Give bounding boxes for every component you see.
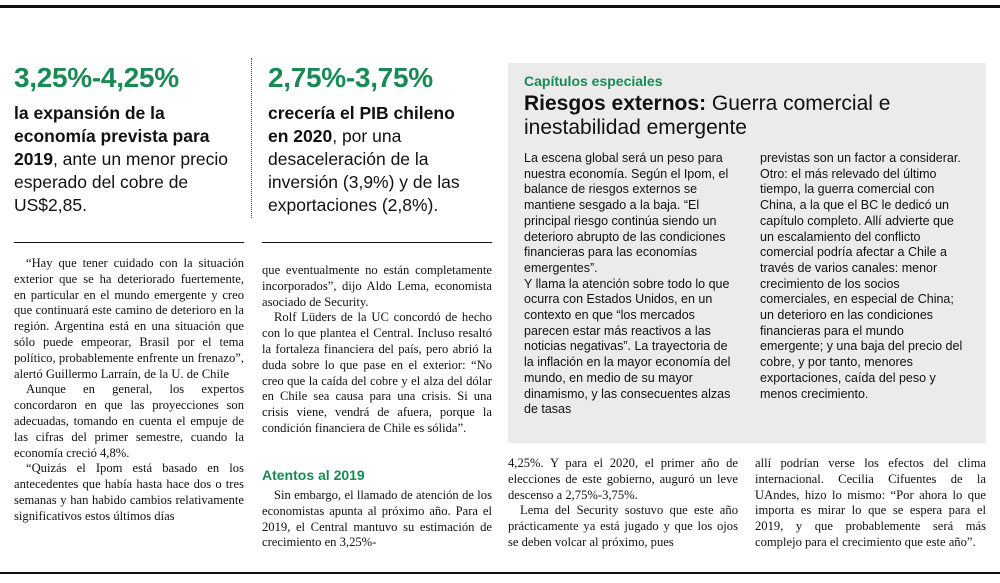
article-col2-p1: que eventualmente no están completamente incorporados”, dijo Aldo Lema, economista asociado de Security. [262,263,492,309]
article-col2 [262,263,492,437]
stat1-caption [14,102,244,217]
sidebar-col2 [760,151,970,402]
stat-divider [251,58,252,218]
sidebar-col2-p1: previstas son un factor a considerar. Otro: el más relevado del último tiempo, la guerra comercial con China, a la que el BC le dedicó un capítulo completo. Allí advierte que un escalamiento del conflicto comercial podría afectar a Chile a través de varios canales: menor crecimiento de los socios comerciales, en especial de China; un deterioro en las condiciones financieras para el mundo emergente; y una baja del precio del cobre, y por tanto, menores exportaciones, caída del peso y menos crecimiento. [760,151,963,401]
article-col4-p1: allí podrían verse los efectos del clima internacional. Cecilia Cifuentes de la UAndes, hizo lo mismo: “Por ahora lo que importa es mirar lo que se espera para el 2019, y que probablemente será más complejo para el crecimiento que este año”. [755,456,986,549]
bottom-rule [0,572,1000,574]
sidebar-col1-p1: La escena global será un peso para nuestra economía. Según el Ipom, el balance de riesgos externos se mantiene sesgado a la baja. “El principal riesgo continúa siendo un deterioro abrupto de las condiciones financieras para las economías emergentes”. [524,151,729,275]
sidebar-headline-rest: Guerra comercial e inestabilidad emergente [524,92,891,139]
article-col3-p1: 4,25%. Y para el 2020, el primer año de elecciones de este gobierno, auguró un leve descenso a 2,75%-3,75%. [508,456,738,502]
article-col2-p2: Rolf Lüders de la UC concordó de hecho con lo que plantea el Central. Incluso resaltó la fortaleza financiera del país, pero abrió la duda sobre lo que pase en el exterior: “No creo que la caída del cobre y el alza del dólar en Chile sea causa para una crisis. Si una crisis viene, vendrá de afuera, porque la condición financiera de Chile es sólida”. [262,310,492,435]
article-col1-p2: Aunque en general, los expertos concordaron en que las proyecciones son adecuadas, tomando en cuenta el empuje de las cifras del primer semestre, cuando la economía creció 4,8%. [14,382,244,460]
sidebar-headline [524,92,924,140]
article-col2-p3: Sin embargo, el llamado de atención de los economistas apunta al próximo año. Para el 2019, el Central mantuvo su estimación de crecimiento en 3,25%- [262,488,492,550]
article-col1 [14,256,244,525]
article-col4 [755,456,986,551]
article-col1-p1: “Hay que tener cuidado con la situación exterior que se ha deteriorado fuertemente, en particular en el mundo emergente y creo que continuará este camino de deterioro en la región. Argentina está en una situación que sólo puede empeorar, Brasil por el tema político, probablemente enfrente un frenazo”, alertó Guillermo Larraín, de la U. de Chile [14,256,244,381]
stat1-range: 3,25%-4,25% [14,62,179,93]
sidebar-col1 [524,151,734,418]
stat2-caption [268,102,478,217]
sidebar-kicker: Capítulos especiales [524,73,663,89]
article-subhead: Atentos al 2019 [262,467,365,483]
sidebar-col1-p2: Y llama la atención sobre todo lo que ocurra con Estados Unidos, en un contexto en que “los mercados parecen estar más reactivos a las noticias negativas”. La trayectoria de la inflación en la mayor economía del mundo, en medio de su mayor dinamismo, y las consecuentes alzas de tasas [524,276,731,417]
article-col2-bottom [262,488,492,551]
article-col3-p2: Lema del Security sostuvo que este año prácticamente ya está jugado y que los ojos se deben volcar al próximo, pues [508,503,738,549]
article-top-rule-left [14,242,244,243]
stat2-text: , por una desaceleración de la inversión (3,9%) y de las exportaciones (2,8%). [268,126,460,215]
article-top-rule-mid [262,242,492,243]
stat2-range: 2,75%-3,75% [268,62,433,93]
article-col3 [508,456,738,551]
top-rule [0,5,1000,8]
sidebar-headline-bold: Riesgos externos: [524,92,707,115]
stat1-text: , ante un menor precio esperado del cobre de US$2,85. [14,149,229,215]
stat2-bold-text: crecería el PIB chileno en 2020 [268,103,455,146]
stat1-bold-text: la expansión de la economía prevista para 2019 [14,103,210,169]
article-col1-p3: “Quizás el Ipom está basado en los antecedentes que había hasta hace dos o tres semanas y han habido cambios relativamente significativos estos últimos días [14,461,244,523]
